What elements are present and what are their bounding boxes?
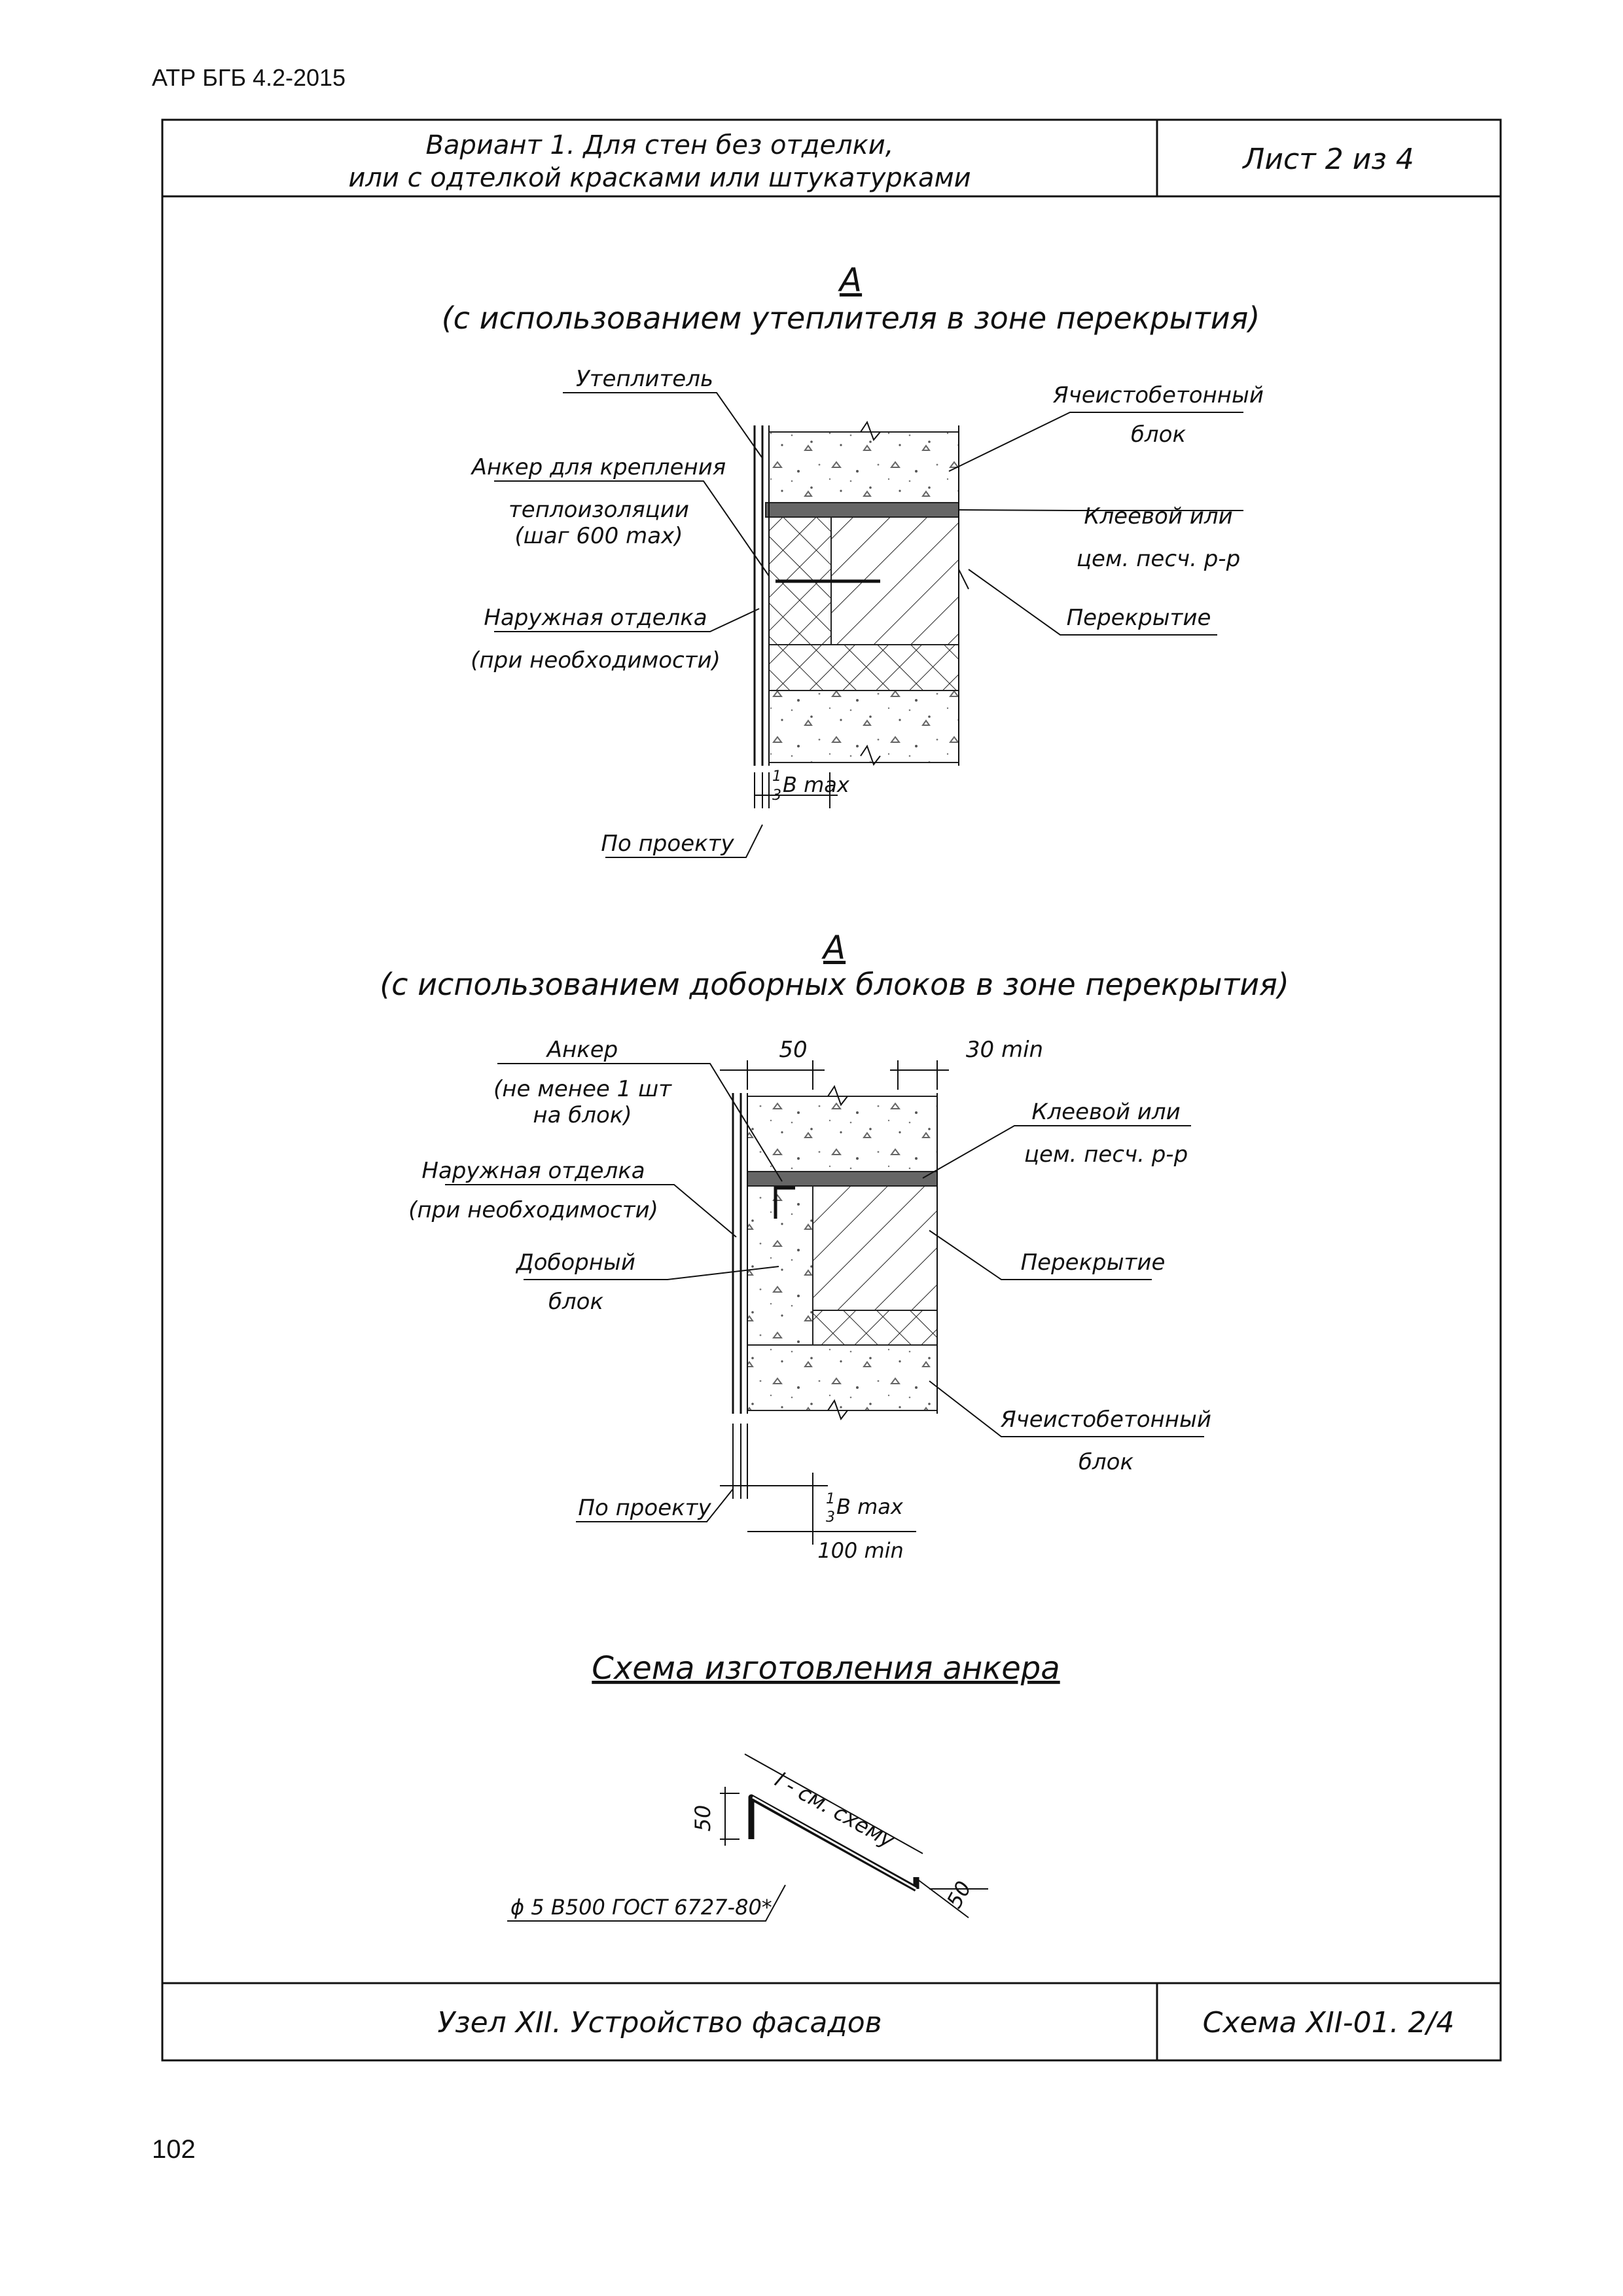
- label-block-1: Ячеистобетонный: [1053, 382, 1264, 408]
- dim-30-min: 30 min: [965, 1037, 1044, 1063]
- detail-2-subtitle: (с использованием доборных блоков в зоне перекрытия): [380, 967, 1289, 1002]
- anchor-scheme-title: Схема изготовления анкера: [592, 1650, 1060, 1687]
- label-finish-d2-2: (при необходимости): [408, 1197, 658, 1223]
- label-block-d2-1: Ячеистобетонный: [1001, 1407, 1211, 1433]
- label-by-project-2: По проекту: [578, 1495, 711, 1521]
- fraction-den-2: 3: [826, 1509, 835, 1526]
- document-code: АТР БГБ 4.2-2015: [152, 64, 346, 91]
- label-anchor-d2-1: Анкер: [546, 1037, 618, 1063]
- label-slab: Перекрытие: [1066, 605, 1211, 631]
- node-title: Узел XII. Устройство фасадов: [437, 2006, 882, 2039]
- title-line-1: Вариант 1. Для стен без отделки,: [425, 130, 894, 160]
- label-block-d2-2: блок: [1078, 1449, 1134, 1475]
- label-anchor-1: Анкер для крепления: [471, 454, 726, 480]
- anchor-dim-50b: 50: [941, 1876, 976, 1912]
- page-number: 102: [152, 2135, 196, 2164]
- dim-b-max-1: B max: [783, 772, 849, 797]
- dim-50-d2: 50: [779, 1037, 808, 1063]
- label-glue-d2-1: Клеевой или: [1031, 1099, 1181, 1125]
- label-extra-block-2: блок: [548, 1289, 604, 1315]
- label-extra-block-1: Доборный: [516, 1249, 635, 1276]
- label-slab-d2: Перекрытие: [1020, 1249, 1166, 1276]
- detail-1-section: [755, 422, 969, 766]
- label-anchor-3: (шаг 600 max): [514, 523, 683, 549]
- label-block-2: блок: [1130, 422, 1186, 448]
- detail-2: [380, 929, 1289, 1563]
- sheet-number: Лист 2 из 4: [1243, 143, 1414, 176]
- label-finish-1: Наружная отделка: [484, 605, 707, 631]
- anchor-dim-50a: 50: [690, 1804, 715, 1832]
- detail-2-mark: А: [823, 929, 846, 967]
- fraction-den-1: 3: [772, 787, 781, 804]
- label-anchor-d2-3: на блок): [533, 1102, 632, 1128]
- label-glue-2: цем. песч. р-р: [1076, 546, 1241, 572]
- label-anchor-2: теплоизоляции: [508, 497, 689, 523]
- label-finish-2: (при необходимости): [471, 647, 721, 673]
- fraction-num-2: 1: [826, 1491, 835, 1507]
- detail-1-mark: А: [839, 261, 863, 299]
- rebar-spec: ϕ 5 В500 ГОСТ 6727-80*: [510, 1895, 772, 1920]
- anchor-length-label: l - см. схему: [770, 1767, 899, 1854]
- detail-3: [507, 1650, 1060, 1921]
- label-glue-d2-2: цем. песч. р-р: [1024, 1141, 1188, 1168]
- label-glue-1: Клеевой или: [1084, 503, 1233, 529]
- dim-b-max-2: B max: [836, 1494, 903, 1519]
- fraction-num-1: 1: [772, 768, 781, 785]
- detail-1-subtitle: (с использованием утеплителя в зоне перекрытия): [441, 300, 1260, 336]
- detail-1: [442, 261, 1264, 857]
- label-anchor-d2-2: (не менее 1 шт: [493, 1076, 672, 1102]
- scheme-number: Схема XII-01. 2/4: [1202, 2006, 1455, 2039]
- dim-100-min: 100 min: [817, 1538, 904, 1563]
- label-by-project-1: По проекту: [601, 831, 734, 857]
- detail-2-section: [733, 1086, 937, 1419]
- label-insulation: Утеплитель: [576, 366, 713, 392]
- title-line-2: или с одтелкой красками или штукатурками: [348, 163, 971, 193]
- label-finish-d2-1: Наружная отделка: [421, 1158, 645, 1184]
